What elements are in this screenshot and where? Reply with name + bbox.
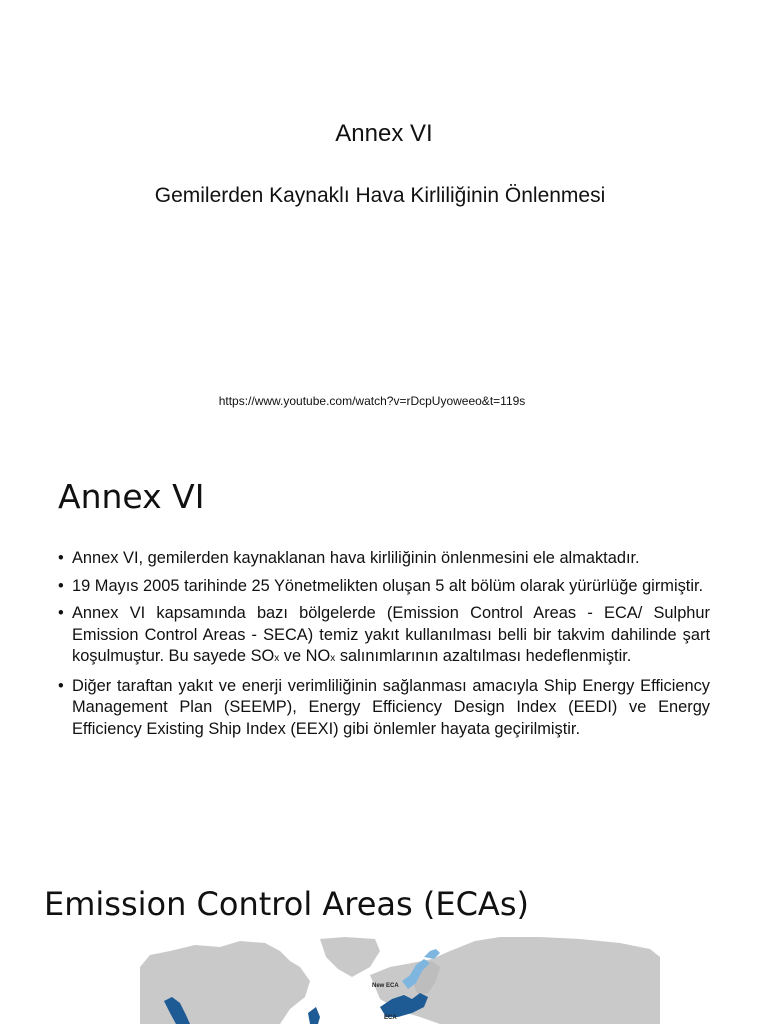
bullet-item — [58, 548, 710, 570]
bullet-item — [58, 603, 710, 670]
slide-annex-vi — [0, 455, 768, 875]
subscript: x — [274, 653, 280, 664]
video-link[interactable]: https://www.youtube.com/watch?v=rDcpUyoweeo&t=119s — [218, 394, 526, 408]
subscript: x — [330, 653, 336, 664]
bullet-text: Annex VI, gemilerden kaynaklanan hava kirliliğinin önlenmesini ele almaktadır. — [72, 549, 640, 567]
bullet-icon: • — [58, 576, 64, 595]
map-label-new-eca: New ECA — [372, 983, 399, 989]
slide-heading: Emission Control Areas (ECAs) — [44, 885, 529, 923]
title-slide-heading: Annex VI — [335, 120, 433, 147]
map-label-eca: ECA — [384, 1015, 397, 1021]
eca-world-map — [140, 937, 660, 1024]
bullet-text-part: Annex VI kapsamında bazı bölgelerde (Emission Control Areas - ECA/ Sulphur Emission Control Areas - SECA) temiz yakıt kullanılması belli bir takvim dahilinde şart koşulmuştur. Bu sayede SO — [72, 604, 710, 665]
bullet-list — [58, 548, 710, 746]
slide-title — [0, 0, 768, 455]
bullet-icon: • — [58, 676, 64, 695]
bullet-text-part: ve NO — [279, 647, 331, 665]
slide-eca — [0, 875, 768, 1024]
bullet-icon: • — [58, 549, 64, 567]
bullet-text-part: salınımlarının azaltılması hedeflenmiştir. — [335, 647, 632, 665]
slide-heading: Annex VI — [58, 477, 205, 516]
map-svg — [140, 937, 660, 1024]
bullet-text: 19 Mayıs 2005 tarihinde 25 Yönetmelikten oluşan 5 alt bölüm olarak yürürlüğe girmiştir. — [72, 576, 704, 595]
bullet-text: Diğer taraftan yakıt ve enerji verimliliğinin sağlanması amacıyla Ship Energy Efficiency Management Plan (SEEMP), Energy Efficiency Design Index (EEDI) ve Energy Efficiency Existing Ship Index (EEXI) gibi önlemler hayata geçirilmiştir. — [72, 676, 710, 738]
bullet-item — [58, 676, 710, 741]
bullet-item — [58, 576, 710, 598]
title-slide-subtitle: Gemilerden Kaynaklı Hava Kirliliğinin Önlenmesi — [154, 184, 606, 207]
bullet-icon: • — [58, 604, 64, 622]
